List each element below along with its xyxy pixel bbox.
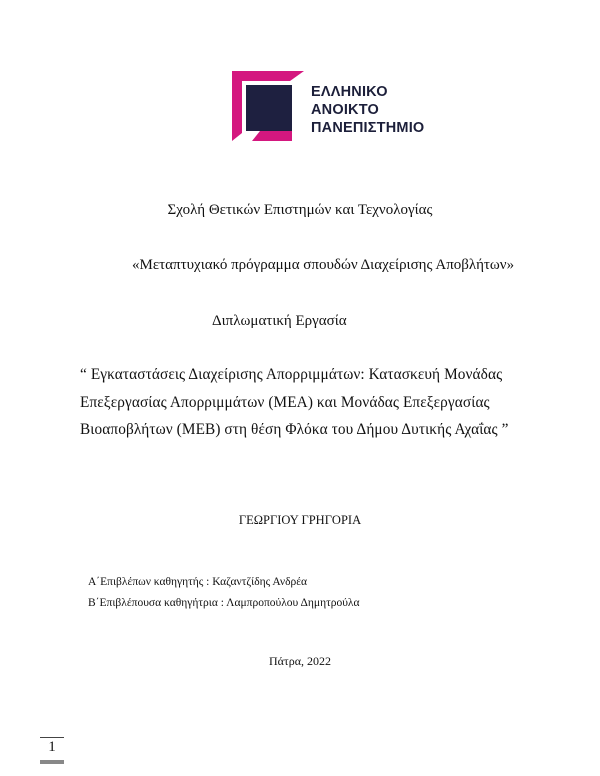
supervisor-b: Β΄Επιβλέπουσα καθηγήτρια : Λαμπροπούλου Δημητρούλα bbox=[88, 597, 360, 609]
logo-magenta-base bbox=[252, 131, 292, 141]
university-logo-icon bbox=[232, 71, 304, 141]
logo-line-3: ΠΑΝΕΠΙΣΤΗΜΙΟ bbox=[311, 120, 425, 136]
thesis-title-line-1: “ Εγκαταστάσεις Διαχείρισης Απορριμμάτων: Κατασκευή Μονάδας bbox=[80, 366, 503, 383]
author-name: ΓΕΩΡΓΙΟΥ ΓΡΗΓΟΡΙΑ bbox=[238, 513, 362, 527]
thesis-title-line-3: Βιοαποβλήτων (ΜΕΒ) στη θέση Φλόκα του Δήμου Δυτικής Αχαΐας ” bbox=[80, 421, 509, 438]
logo-line-2: ΑΝΟΙΚΤΟ bbox=[311, 102, 379, 118]
page-number-rule-top bbox=[40, 737, 64, 738]
page-number-rule-bottom bbox=[40, 760, 64, 764]
school-name: Σχολή Θετικών Επιστημών και Τεχνολογίας bbox=[167, 202, 433, 218]
thesis-label: Διπλωματική Εργασία bbox=[212, 313, 347, 329]
place-date: Πάτρα, 2022 bbox=[268, 654, 332, 668]
logo-navy-block bbox=[246, 85, 292, 131]
program-name: «Μεταπτυχιακό πρόγραμμα σπουδών Διαχείρισης Αποβλήτων» bbox=[132, 257, 515, 273]
supervisor-a: Α΄Επιβλέπων καθηγητής : Καζαντζίδης Ανδρέα bbox=[88, 576, 308, 588]
page-number: 1 bbox=[48, 739, 56, 755]
logo-line-1: ΕΛΛΗΝΙΚΟ bbox=[311, 84, 388, 100]
thesis-title-line-2: Επεξεργασίας Απορριμμάτων (ΜΕΑ) και Μονάδας Επεξεργασίας bbox=[80, 394, 490, 411]
